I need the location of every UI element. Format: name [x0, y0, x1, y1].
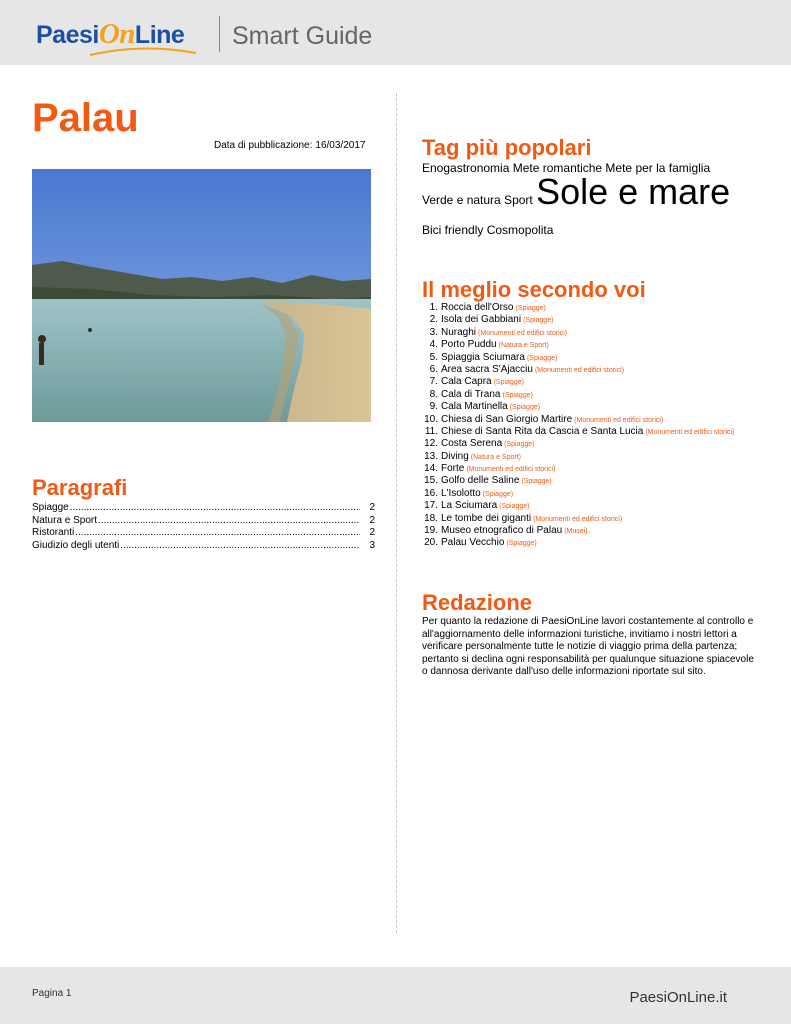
best-item-number: 13.: [424, 450, 438, 462]
toc-entry-spiagge[interactable]: [32, 502, 375, 515]
best-list-item[interactable]: [422, 414, 782, 426]
best-item-category: (Musei): [564, 528, 588, 536]
best-item-name: Chiese di Santa Rita da Cascia e Santa Lucia: [441, 425, 644, 437]
best-item-name: Costa Serena: [441, 438, 503, 450]
best-list-item[interactable]: [422, 537, 782, 549]
best-item-category: (Spiagge): [526, 354, 558, 362]
best-item-category: (Spiagge): [521, 478, 552, 486]
best-item-category: (Spiagge): [493, 379, 524, 387]
best-list-item[interactable]: [422, 339, 782, 351]
best-item-name: Forte: [441, 463, 465, 475]
redazione-heading: Redazione: [422, 590, 533, 615]
best-list-item[interactable]: [422, 513, 782, 525]
best-item-name: Chiesa di San Giorgio Martire: [441, 413, 573, 425]
best-item-number: 6.: [429, 363, 438, 375]
best-heading: Il meglio secondo voi: [422, 277, 646, 302]
page-number: Pagina 1: [32, 988, 72, 999]
table-of-contents: [32, 502, 375, 552]
best-item-number: 18.: [424, 512, 438, 524]
best-item-number: 12.: [424, 438, 438, 450]
best-item-number: 14.: [424, 463, 438, 475]
logo-part-line: Line: [134, 21, 185, 49]
best-item-number: 19.: [424, 525, 438, 537]
best-item-name: Isola dei Gabbiani: [441, 314, 522, 326]
site-link[interactable]: PaesiOnLine.it: [629, 989, 727, 1006]
best-item-number: 15.: [424, 475, 438, 487]
best-item-name: Nuraghi: [441, 326, 477, 338]
best-item-number: 9.: [429, 401, 438, 413]
best-item-name: Diving: [441, 450, 469, 462]
best-item-category: (Spiagge): [499, 503, 530, 511]
best-list-item[interactable]: [422, 488, 782, 500]
tags-line-1: Enogastronomia Mete romantiche Mete per la famiglia: [422, 161, 711, 175]
toc-entry-label: Natura e Sport: [32, 514, 98, 526]
best-item-category: (Natura e Sport): [470, 453, 521, 461]
pubdate-label: Data di pubblicazione:: [214, 140, 313, 151]
best-list-item[interactable]: [422, 364, 782, 376]
best-item-number: 3.: [429, 326, 438, 338]
best-item-name: Cala Martinella: [441, 401, 508, 413]
tag-small-group: Verde e natura Sport: [422, 193, 533, 207]
best-item-number: 17.: [424, 500, 438, 512]
toc-entry-label: Spiagge: [32, 502, 69, 513]
toc-entry-page: 2: [369, 527, 375, 538]
best-item-name: Golfo delle Saline: [441, 475, 520, 487]
best-item-name: Spiaggia Sciumara: [441, 351, 525, 363]
toc-entry-label: Ristoranti: [32, 527, 75, 538]
toc-leader-dots: [120, 540, 360, 551]
best-item-number: 1.: [429, 302, 438, 313]
product-name: Smart Guide: [232, 22, 373, 50]
best-item-name: Area sacra S'Ajacciu: [441, 363, 533, 375]
column-separator: [396, 93, 397, 933]
tags-line-3: Bici friendly Cosmopolita: [422, 223, 554, 237]
best-item-name: Porto Puddu: [441, 339, 497, 351]
best-item-name: Cala Capra: [441, 376, 492, 388]
best-item-name: Cala di Trana: [441, 388, 501, 400]
toc-leader-dots: [75, 527, 360, 538]
toc-entry-page: 3: [369, 539, 375, 551]
popular-tags: [422, 160, 772, 237]
best-item-category: (Monumenti ed edifici storici): [574, 416, 664, 424]
best-list-item[interactable]: [422, 376, 782, 388]
best-item-category: (Monumenti ed edifici storici): [534, 366, 625, 374]
pubdate-value: 16/03/2017: [315, 140, 366, 151]
toc-entry-natura-e-sport[interactable]: [32, 515, 375, 528]
best-list: [422, 302, 782, 550]
best-list-item[interactable]: [422, 314, 782, 326]
toc-entry-label: Giudizio degli utenti: [32, 539, 120, 551]
best-item-number: 7.: [429, 376, 438, 388]
tags-line-2: [422, 171, 731, 212]
best-item-category: (Natura e Sport): [498, 342, 549, 350]
best-item-number: 5.: [429, 351, 438, 363]
header-divider: [219, 16, 220, 52]
best-item-name: Le tombe dei giganti: [441, 512, 532, 524]
logo-part-paesi: Paesi: [36, 21, 99, 49]
best-list-item[interactable]: [422, 327, 782, 339]
best-list-item[interactable]: [422, 352, 782, 364]
toc-entry-giudizio-degli-utenti[interactable]: [32, 540, 375, 553]
toc-leader-dots: [70, 502, 360, 513]
best-item-category: (Spiagge): [504, 441, 535, 449]
best-item-name: La Sciumara: [441, 500, 498, 512]
best-item-name: Palau Vecchio: [441, 537, 505, 549]
best-list-item[interactable]: [422, 426, 782, 438]
best-item-number: 4.: [429, 339, 438, 351]
page-header: [0, 0, 791, 65]
beach-photo: [32, 169, 371, 422]
best-item-number: 8.: [429, 388, 438, 400]
logo-part-on: On: [98, 18, 135, 50]
tag-sole-e-mare[interactable]: Sole e mare: [536, 171, 731, 212]
best-list-item[interactable]: [422, 451, 782, 463]
page-footer: [0, 967, 791, 1024]
best-item-name: Museo etnografico di Palau: [441, 525, 563, 537]
toc-entry-page: 2: [369, 502, 375, 513]
best-list-item[interactable]: [422, 401, 782, 413]
page-title: Palau: [32, 96, 139, 140]
best-list-item[interactable]: [422, 389, 782, 401]
best-item-category: (Monumenti ed edifici storici): [478, 329, 568, 337]
best-item-name: Roccia dell'Orso: [441, 302, 514, 313]
paragrafi-heading: Paragrafi: [32, 475, 128, 500]
best-item-number: 16.: [424, 487, 438, 499]
best-item-number: 2.: [429, 314, 438, 326]
best-list-item[interactable]: [422, 463, 782, 475]
logo-swoosh-icon: [88, 45, 198, 59]
redazione-text: Per quanto la redazione di PaesiOnLine lavori costantemente al controllo e all'aggiornamento delle informazioni turistiche, invitiamo i nostri lettori a verificare personalmente tutte le notizie di viaggio prima della partenza; pertanto si declina ogni responsabilità per qualunque situazione spiacevole o dannosa derivante dall'uso delle informazioni riportate sul sito.: [422, 616, 754, 677]
best-item-category: (Monumenti ed edifici storici): [466, 466, 556, 474]
best-list-item[interactable]: [422, 500, 782, 512]
best-list-item[interactable]: [422, 438, 782, 450]
best-item-number: 20.: [424, 537, 438, 549]
best-list-item[interactable]: [422, 475, 782, 487]
best-item-number: 11.: [424, 425, 438, 437]
best-item-number: 10.: [424, 413, 438, 425]
toc-entry-ristoranti[interactable]: [32, 527, 375, 540]
publication-date: [214, 140, 365, 151]
best-list-item[interactable]: [422, 525, 782, 537]
best-item-category: (Spiagge): [523, 317, 554, 325]
best-item-category: (Spiagge): [502, 391, 533, 399]
best-item-category: (Spiagge): [515, 305, 546, 312]
toc-entry-page: 2: [369, 514, 375, 526]
tags-heading: Tag più popolari: [422, 135, 592, 160]
best-item-category: (Monumenti ed edifici storici): [645, 428, 735, 436]
best-item-category: (Monumenti ed edifici storici): [533, 515, 623, 523]
best-item-category: (Spiagge): [509, 404, 541, 412]
beach-photo-image: [32, 169, 371, 422]
best-list-item[interactable]: [422, 302, 782, 314]
best-item-name: L'Isolotto: [441, 487, 481, 499]
best-item-category: (Spiagge): [506, 540, 537, 548]
toc-leader-dots: [98, 515, 360, 526]
best-item-category: (Spiagge): [482, 490, 514, 498]
